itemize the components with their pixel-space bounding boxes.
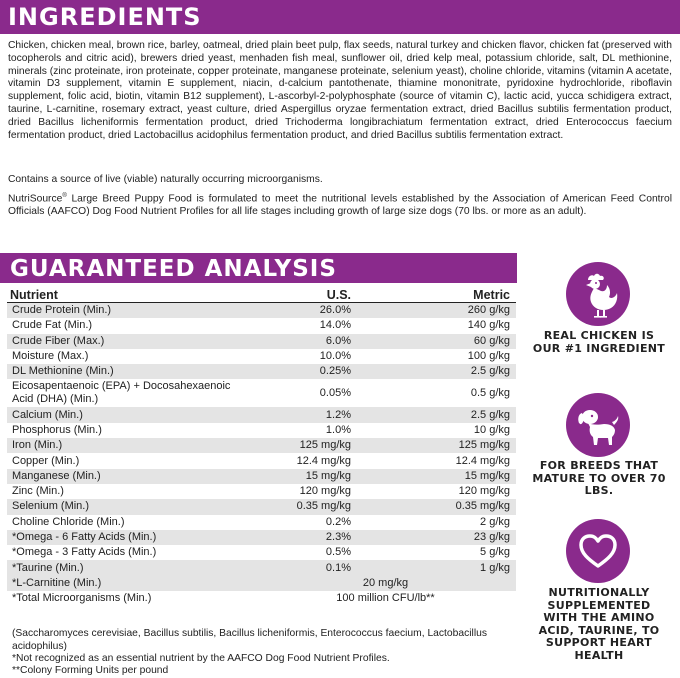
nutrient-cell: Manganese (Min.) [7,469,254,484]
metric-value-cell: 120 mg/kg [458,485,510,498]
table-row [7,484,516,499]
feature-large-breed: FOR BREEDS THAT MATURE TO OVER 70 LBS. [532,459,666,497]
table-row [7,364,516,379]
nutrient-cell: *L-Carnitine (Min.) [7,576,254,591]
us-value-cell: 120 mg/kg [299,485,351,498]
us-value-cell: 1.2% [254,407,365,422]
metric-value-cell: 2 g/kg [480,515,510,528]
table-row [7,349,516,364]
feature-taurine-heart: NUTRITIONALLY SUPPLEMENTED WITH THE AMINO ACID, TAURINE, TO SUPPORT HEART HEALTH [538,586,660,662]
ingredients-list: Chicken, chicken meal, brown rice, barley, oatmeal, dried plain beet pulp, flax seeds, natural turkey and chicken flavor, chicken fat (preserved with tocopherols and citric acid), brewers dried yeast, menhaden fish meal, sunflower oil, dried kelp meal, potassium chloride, salt, DL methionine, minerals (zinc proteinate, iron proteinate, copper proteinate, manganese proteinate, selenium yeast), choline chloride, vitamins (vitamin A acetate, vitamin D3 supplement, vitamin E supplement, niacin, d-calcium pantothenate, thiamine mononitrate, pyridoxine hydrochloride, riboflavin supplement, folic acid, biotin, vitamin B12 supplement), L-ascorbyl-2-polyphosphate (source of vitamin C), lactic acid, yucca schidigera extract, taurine, L-carnitine, rosemary extract, yeast culture, dried Aspergillus oryzae fermentation extract, dried Bacillus subtilis fermentation product, dried Bacillus licheniformis fermentation product, dried Trichoderma longibrachiatum fermentation extract, dried Enterococcus faecium fermentation product, dried Lactobacillus acidophilus fermentation product, and dried Bacillus subtilis fermentation extract. [8,40,672,141]
table-row [7,515,516,530]
nutrient-cell: Phosphorus (Min.) [12,423,102,436]
metric-value-cell: 1 g/kg [365,560,516,575]
chicken-icon [566,262,630,326]
nutrient-cell: Copper (Min.) [12,454,80,467]
metric-value-cell: 0.35 mg/kg [365,499,516,514]
metric-value-cell: 125 mg/kg [365,438,516,453]
nutrient-cell: Iron (Min.) [7,438,254,453]
nutrient-cell: Crude Fiber (Max.) [7,334,254,349]
us-value-cell: 125 mg/kg [254,438,365,453]
table-header-row [7,288,516,303]
metric-value-cell: 15 mg/kg [365,469,516,484]
table-row [7,407,516,422]
nutrient-cell: Crude Fat (Min.) [12,319,93,332]
combined-value-cell: 100 million CFU/lb** [336,592,435,605]
registered-mark: ® [62,193,67,199]
header-nutrient: Nutrient [7,288,254,303]
nutrient-cell: *Taurine (Min.) [7,560,254,575]
header-metric: Metric [365,288,516,303]
nutrient-cell: Zinc (Min.) [12,485,64,498]
metric-value-cell: 140 g/kg [467,319,510,332]
us-value-cell: 15 mg/kg [254,469,365,484]
nutrient-cell: Crude Protein (Min.) [7,303,254,319]
table-row [7,334,516,349]
us-value-cell: 0.2% [325,515,351,528]
microorganisms-note: Contains a source of live (viable) naturally occurring microorganisms. [8,174,323,185]
metric-value-cell: 5 g/kg [480,546,510,559]
nutrient-cell: *Total Microorganisms (Min.) [12,592,152,605]
us-value-cell: 12.4 mg/kg [296,454,351,467]
table-row [7,438,516,453]
aafco-statement [8,190,672,219]
footnote-cfu: **Colony Forming Units per pound [12,665,169,676]
us-value-cell: 6.0% [254,334,365,349]
us-value-cell: 0.5% [325,546,351,559]
guaranteed-analysis-table [7,288,516,606]
nutrient-cell: Choline Chloride (Min.) [12,515,125,528]
us-value-cell: 0.1% [254,560,365,575]
nutrient-cell: Selenium (Min.) [7,499,254,514]
table-row [7,591,516,606]
table-row [7,560,516,575]
heart-icon [566,519,630,583]
metric-value-cell: 260 g/kg [365,303,516,319]
footnote-organisms: (Saccharomyces cerevisiae, Bacillus subtilis, Bacillus licheniformis, Enterococcus faecium, Lactobacillus acidophilus) [12,628,487,652]
us-value-cell: 0.35 mg/kg [254,499,365,514]
table-row [7,318,516,333]
aafco-text: Large Breed Puppy Food is formulated to meet the nutritional levels established by the Association of American Feed Control Officials (AAFCO) Dog Food Nutrient Profiles for all life stages including growth of large size dogs (70 lbs. or more as an adult). [8,193,672,218]
nutrient-cell: *Omega - 6 Fatty Acids (Min.) [7,530,254,545]
table-row [7,576,516,591]
us-value-cell: 0.25% [254,364,365,379]
nutrient-cell: Eicosapentaenoic (EPA) + Docosahexaenoic Acid (DHA) (Min.) [12,380,231,406]
nutrient-cell: Moisture (Max.) [12,350,89,363]
ingredients-banner: INGREDIENTS [0,0,680,34]
us-value-cell: 2.3% [254,530,365,545]
table-row [7,545,516,560]
table-row [7,499,516,514]
metric-value-cell: 2.5 g/kg [365,364,516,379]
us-value-cell: 14.0% [319,319,351,332]
table-row [7,379,516,407]
feature-real-chicken: REAL CHICKEN IS OUR #1 INGREDIENT [532,329,666,355]
nutrient-cell: *Omega - 3 Fatty Acids (Min.) [12,546,157,559]
guaranteed-analysis-banner: GUARANTEED ANALYSIS [0,253,517,283]
metric-value-cell: 12.4 mg/kg [455,454,510,467]
combined-value-cell: 20 mg/kg [254,576,516,591]
us-value-cell: 10.0% [319,350,351,363]
us-value-cell: 0.05% [319,386,351,399]
nutrient-cell: Calcium (Min.) [7,407,254,422]
table-row [7,423,516,438]
header-us: U.S. [254,288,365,303]
footnote-not-recognized: *Not recognized as an essential nutrient by the AAFCO Dog Food Nutrient Profiles. [12,653,390,664]
table-row [7,469,516,484]
metric-value-cell: 10 g/kg [473,423,510,436]
nutrient-cell: DL Methionine (Min.) [7,364,254,379]
metric-value-cell: 0.5 g/kg [470,386,510,399]
metric-value-cell: 2.5 g/kg [365,407,516,422]
metric-value-cell: 100 g/kg [467,350,510,363]
brand-name: NutriSource [8,193,63,205]
table-row [7,303,516,319]
metric-value-cell: 23 g/kg [365,530,516,545]
us-value-cell: 1.0% [325,423,351,436]
metric-value-cell: 60 g/kg [365,334,516,349]
table-row [7,530,516,545]
puppy-icon [566,393,630,457]
us-value-cell: 26.0% [254,303,365,319]
table-row [7,453,516,468]
